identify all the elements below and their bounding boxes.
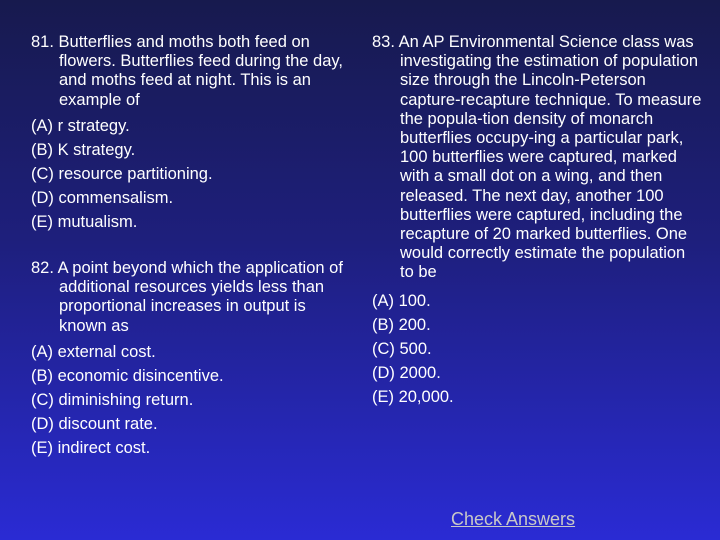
question-83-option-a: (A) 100.: [372, 291, 431, 310]
question-81-option-c: (C) resource partitioning.: [31, 164, 213, 183]
question-83-option-c: (C) 500.: [372, 339, 432, 358]
check-answers-link[interactable]: Check Answers: [451, 509, 576, 529]
question-83-option-e: (E) 20,000.: [372, 387, 454, 406]
question-83-option-d: (D) 2000.: [372, 363, 441, 382]
question-81-option-d: (D) commensalism.: [31, 188, 174, 207]
question-82-option-a: (A) external cost.: [31, 342, 156, 361]
question-82-option-b: (B) economic disincentive.: [31, 366, 224, 385]
question-82-options: [31, 340, 349, 460]
question-83-option-b: (B) 200.: [372, 315, 431, 334]
question-81-option-b: (B) K strategy.: [31, 140, 136, 159]
question-83-stem: 83. An AP Environmental Science class was investigating the estimation of population size through the Lincoln-Peterson capture-recapture technique. To measure the popula-tion density of monarch butterflies occupy-ing a particular park, 100 butterflies were captured, marked with a small dot on a wing, and then released. The next day, another 100 butterflies were captured, including the recapture of 20 marked butterflies. One would correctly estimate the population to be: [372, 33, 702, 282]
question-83: [372, 33, 702, 409]
question-82-option-e: (E) indirect cost.: [31, 438, 151, 457]
question-83-options: [372, 289, 702, 409]
question-82-option-c: (C) diminishing return.: [31, 390, 194, 409]
question-82-option-d: (D) discount rate.: [31, 414, 158, 433]
question-81-option-e: (E) mutualism.: [31, 212, 138, 231]
question-81-option-a: (A) r strategy.: [31, 116, 130, 135]
question-82: [31, 259, 349, 460]
question-81: [31, 33, 349, 234]
question-81-options: [31, 114, 349, 234]
question-81-stem: 81. Butterflies and moths both feed on flowers. Butterflies feed during the day, and moths feed at night. This is an example of: [31, 33, 344, 109]
question-82-stem: 82. A point beyond which the application of additional resources yields less than proportional increases in output is known as: [31, 259, 343, 335]
